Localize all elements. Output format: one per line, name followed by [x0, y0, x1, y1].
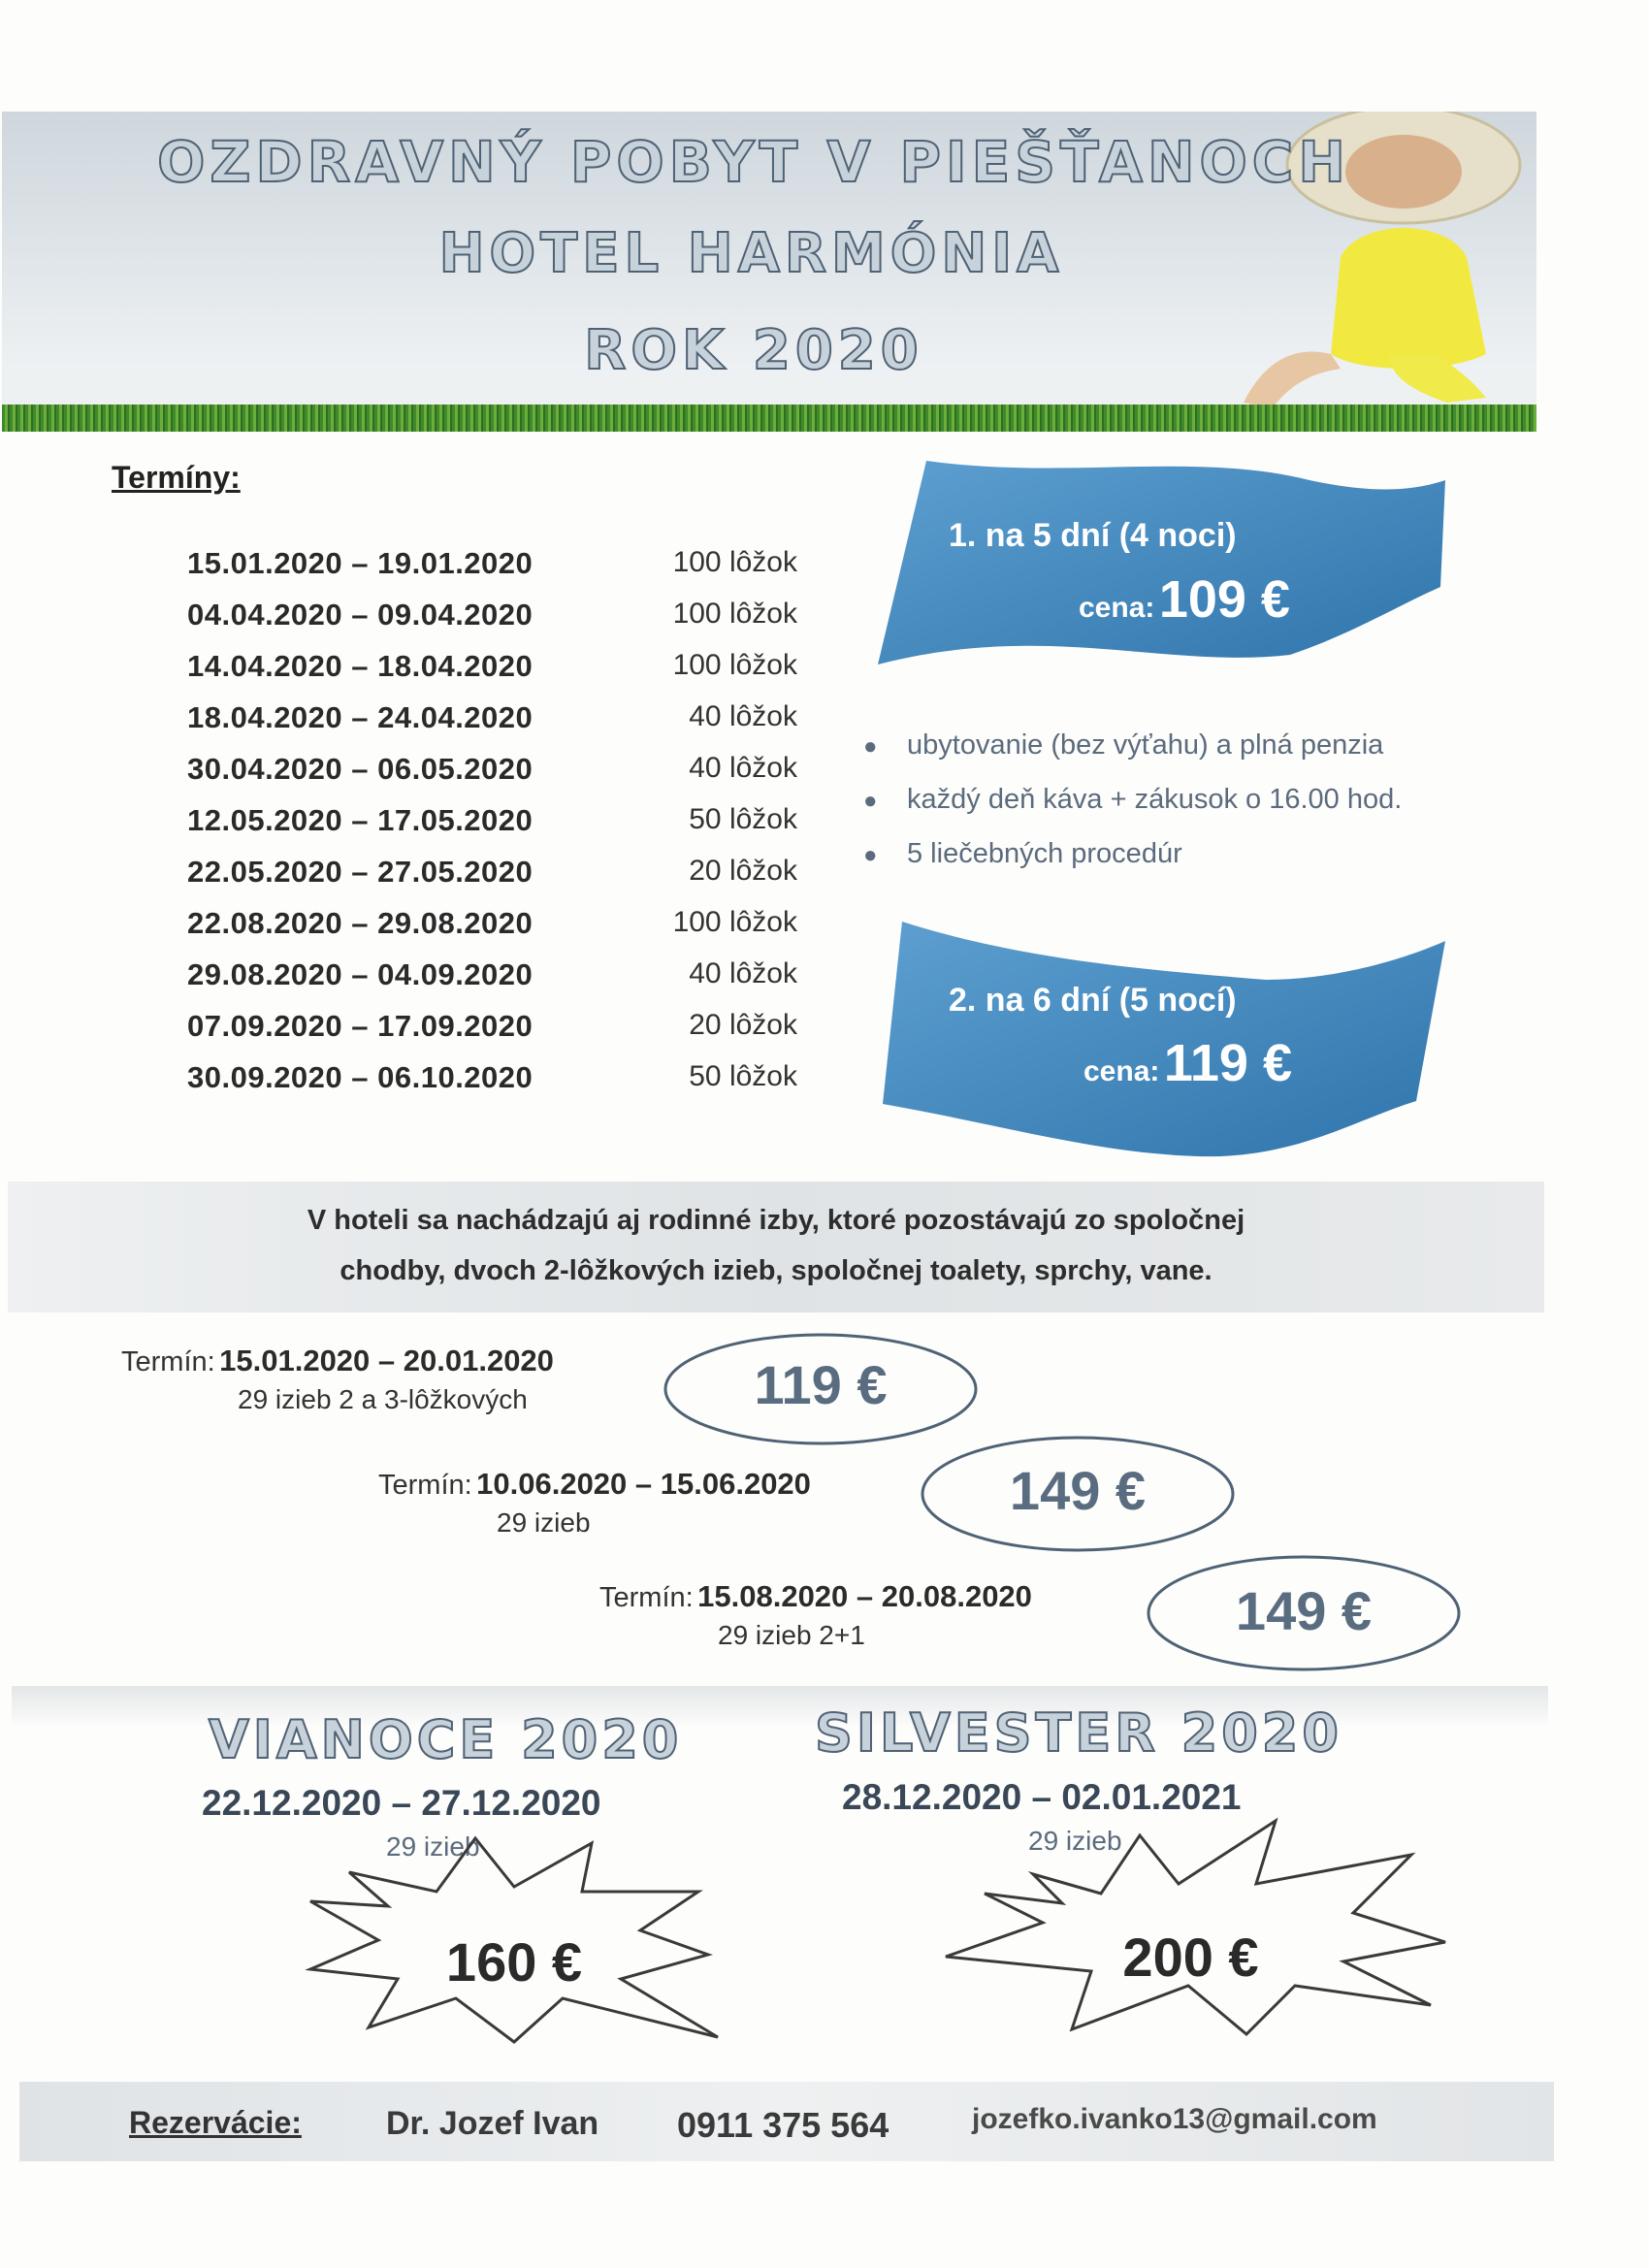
term-row — [0, 546, 873, 598]
new-year-price: 200 € — [1122, 1927, 1259, 1988]
family-rooms-line-1: V hoteli sa nachádzajú aj rodinné izby, ktoré pozostávajú zo spoločnej — [307, 1205, 1245, 1236]
family-term-label: Termín: — [378, 1470, 472, 1501]
christmas-price: 160 € — [445, 1931, 583, 1993]
header-banner — [2, 112, 1536, 432]
term-dates: 29.08.2020 – 04.09.2020 — [187, 957, 534, 991]
term-dates: 07.09.2020 – 17.09.2020 — [187, 1009, 534, 1043]
terms-heading: Termíny: — [112, 460, 241, 495]
term-beds: 100 lôžok — [672, 906, 797, 938]
term-dates: 30.09.2020 – 06.10.2020 — [187, 1060, 534, 1094]
term-beds: 20 lôžok — [689, 855, 797, 887]
term-beds: 50 lôžok — [689, 1060, 797, 1092]
package-2-name: 2. na 6 dní (5 nocí) — [949, 982, 1237, 1019]
family-term-2-price: 149 € — [1009, 1460, 1147, 1521]
term-beds: 40 lôžok — [689, 700, 797, 732]
title-line-3: ROK 2020 — [584, 319, 923, 382]
package-2-flag — [878, 902, 1460, 1164]
family-term-label: Termín: — [121, 1346, 215, 1377]
family-term-dates: 15.01.2020 – 20.01.2020 — [219, 1344, 554, 1377]
grass-strip — [2, 405, 1536, 432]
bullet-dot-icon: ● — [863, 842, 878, 868]
family-term-3 — [599, 1579, 1032, 1614]
package-1-name: 1. na 5 dní (4 noci) — [949, 517, 1237, 554]
included-item: ● ubytovanie (bez výťahu) a plná penzia — [863, 729, 1384, 761]
term-row — [0, 957, 873, 1009]
term-row — [0, 1060, 873, 1112]
term-row — [0, 1009, 873, 1060]
term-beds: 20 lôžok — [689, 1009, 797, 1041]
included-item: ● 5 liečebných procedúr — [863, 838, 1182, 869]
term-row — [0, 752, 873, 803]
term-beds: 100 lôžok — [672, 649, 797, 681]
term-beds: 100 lôžok — [672, 598, 797, 630]
term-dates: 15.01.2020 – 19.01.2020 — [187, 546, 534, 580]
family-term-1-rooms: 29 izieb 2 a 3-lôžkových — [238, 1384, 528, 1414]
reservations-label: Rezervácie: — [129, 2105, 302, 2140]
term-beds: 100 lôžok — [672, 546, 797, 578]
term-beds: 40 lôžok — [689, 957, 797, 989]
family-term-3-rooms: 29 izieb 2+1 — [718, 1620, 865, 1650]
family-term-label: Termín: — [599, 1582, 694, 1613]
contact-phone[interactable]: 0911 375 564 — [677, 2105, 889, 2145]
family-term-2-rooms: 29 izieb — [497, 1507, 591, 1538]
package-1-flag — [873, 441, 1455, 679]
term-beds: 40 lôžok — [689, 752, 797, 784]
contact-email[interactable]: jozefko.ivanko13@gmail.com — [972, 2103, 1377, 2135]
term-row — [0, 803, 873, 855]
term-dates: 14.04.2020 – 18.04.2020 — [187, 649, 534, 683]
package-2-price-label: cena: — [1083, 1055, 1160, 1087]
included-list — [863, 729, 1402, 892]
term-row — [0, 700, 873, 752]
term-dates: 22.08.2020 – 29.08.2020 — [187, 906, 534, 940]
term-row — [0, 649, 873, 700]
term-dates: 30.04.2020 – 06.05.2020 — [187, 752, 534, 786]
package-1-price-label: cena: — [1079, 592, 1155, 624]
term-row — [0, 906, 873, 957]
package-1-price: 109 € — [1158, 570, 1290, 629]
flag-shape — [873, 441, 1455, 679]
package-2-price: 119 € — [1163, 1034, 1292, 1092]
bullet-dot-icon: ● — [863, 788, 878, 814]
title-line-1: OZDRAVNÝ POBYT V PIEŠŤANOCH — [157, 129, 1350, 195]
family-term-3-price: 149 € — [1235, 1580, 1373, 1641]
bullet-dot-icon: ● — [863, 733, 878, 760]
included-item: ● každý deň káva + zákusok o 16.00 hod. — [863, 784, 1403, 815]
term-dates: 12.05.2020 – 17.05.2020 — [187, 803, 534, 837]
family-term-2 — [378, 1467, 811, 1502]
title-line-2: HOTEL HARMÓNIA — [438, 222, 1064, 285]
term-row — [0, 598, 873, 649]
new-year-rooms: 29 izieb — [1028, 1826, 1122, 1856]
family-term-1-price: 119 € — [754, 1354, 888, 1415]
term-row — [0, 855, 873, 906]
new-year-dates: 28.12.2020 – 02.01.2021 — [842, 1777, 1242, 1817]
family-rooms-line-2: chodby, dvoch 2-lôžkových izieb, spoločnej toalety, sprchy, vane. — [340, 1255, 1212, 1286]
term-dates: 04.04.2020 – 09.04.2020 — [187, 598, 534, 632]
term-dates: 18.04.2020 – 24.04.2020 — [187, 700, 534, 734]
new-year-title: SILVESTER 2020 — [815, 1702, 1342, 1764]
christmas-rooms: 29 izieb — [386, 1831, 480, 1862]
family-term-1 — [121, 1344, 554, 1378]
term-dates: 22.05.2020 – 27.05.2020 — [187, 855, 534, 889]
christmas-dates: 22.12.2020 – 27.12.2020 — [202, 1783, 601, 1823]
family-rooms-band — [8, 1182, 1544, 1312]
family-term-dates: 10.06.2020 – 15.06.2020 — [476, 1467, 811, 1501]
christmas-title: VIANOCE 2020 — [209, 1709, 683, 1770]
family-term-dates: 15.08.2020 – 20.08.2020 — [697, 1579, 1032, 1613]
term-beds: 50 lôžok — [689, 803, 797, 835]
contact-name: Dr. Jozef Ivan — [386, 2105, 599, 2142]
